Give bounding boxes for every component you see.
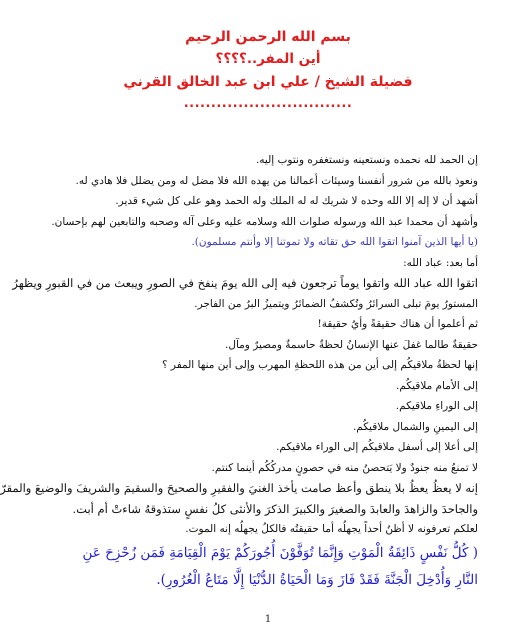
- document-title: أين المفر..؟؟؟؟: [215, 51, 321, 67]
- body-line: إلى اليمينِ والشمال ملاقيكُم.: [352, 420, 478, 433]
- document-body: [0, 150, 478, 594]
- basmala: بسم الله الرحمن الرحيم: [185, 29, 351, 45]
- body-line: لا تمنعُ منه جنودٌ ولا يَتحصنُ منه في حصونٍ مدركُكُم أينما كنتم.: [211, 461, 478, 474]
- body-line: أما بعد: عباد الله:: [403, 256, 478, 269]
- body-line: حقيقةٌ طالما غفلَ عنها الإنسانُ لحظةٌ حاسمةٌ ومصيرٌ ومآل.: [225, 338, 478, 351]
- body-line: اتقوا الله عباد الله واتقوا يوماً ترجعون فيه إلى الله يومَ ينفخ في الصورِ ويبعث من في القبورِ ويظهرُ: [12, 276, 478, 290]
- body-line: وأشهد أن محمدا عبد الله ورسوله صلوات الله وسلامه عليه وعلى آله وصحبه والتابعين لهم بإحسان.: [51, 215, 478, 228]
- quran-quote-line: (يا أيها الذين آمنوا اتقوا الله حق تقاته ولا تموتنا إلا وأنتم مسلمون).: [191, 236, 478, 248]
- body-line: أشهد أن لا إله إلا الله وحده لا شريك له له الملك وله الحمد وهو على كل شيء قدير.: [115, 195, 478, 207]
- body-line: إلى أعلا إلى أسفل ملاقيكُم إلى الوراء ملاقيكم.: [276, 441, 478, 453]
- author-line: فضيلة الشيخ / علي ابن عبد الخالق القرني: [123, 74, 413, 90]
- quran-verse-line: النَّارِ وَأُدْخِلَ الْجَنَّةَ فَقَدْ فَازَ وَمَا الْحَيَاةُ الدُّنْيَا إِلَّا مَتَاعُ الْغُرُورِ).: [156, 571, 478, 588]
- page-number: 1: [264, 614, 272, 625]
- body-line: إن الحمد لله نحمده ونستعينه ونستغفره ونتوب إليه.: [255, 154, 478, 166]
- quran-verse-line: ( كُلُّ نَفْسٍ ذَائِقَةُ الْمَوْتِ وَإِنَّمَا تُوَفَّوْنَ أُجُورَكُمْ يَوْمَ الْقِيَامَةِ فَمَن زُحْزِحَ عَنِ: [82, 544, 478, 561]
- body-line: إنه لا يعظُ يعظُ بلا ينطق وأعظ صامت يأخذ الغنيَ والفقيرِ والصحيحَ والسقيمَ والشريفَ والوضيعَ والمقرّ: [0, 481, 478, 495]
- dotted-separator: ...............................: [183, 96, 353, 111]
- document-header: [28, 26, 508, 114]
- body-line: والجاحدَ والزاهدَ والعابدَ والصغيرَ والكبيرَ الذكرَ والأنثى كلُ نفسٍ ستذوقهُ شاءتْ أم أبت.: [72, 501, 478, 516]
- body-line: لعلكم تعرفونه لا أظنُ أحداً يجهلُه أما حقيقتُه فالكلُ يجهلُه إنه الموت.: [185, 523, 478, 535]
- body-line: إنها لحظةُ ملاقيكُم إلى أين من هذه اللحظةِ المهرب وإلى أين منها المفر ؟: [161, 359, 478, 371]
- body-line: ثم أعلموا أن هناك حقيقةً وأيُ حقيقة!: [317, 318, 478, 330]
- body-line: المستورُ يومَ تبلى السرائرُ وتُكشفُ الضمائرُ ويتميزُ البرُ من الفاجر.: [194, 297, 478, 310]
- body-line: إلى الأمام ملاقيكُم.: [396, 379, 478, 392]
- body-line: إلى الوراءِ ملاقيكم.: [395, 400, 478, 412]
- body-line: ونعوذ بالله من شرور أنفسنا وسيئات أعمالنا من يهده الله فلا مضل له ومن يضلل فلا هادي له.: [75, 174, 478, 187]
